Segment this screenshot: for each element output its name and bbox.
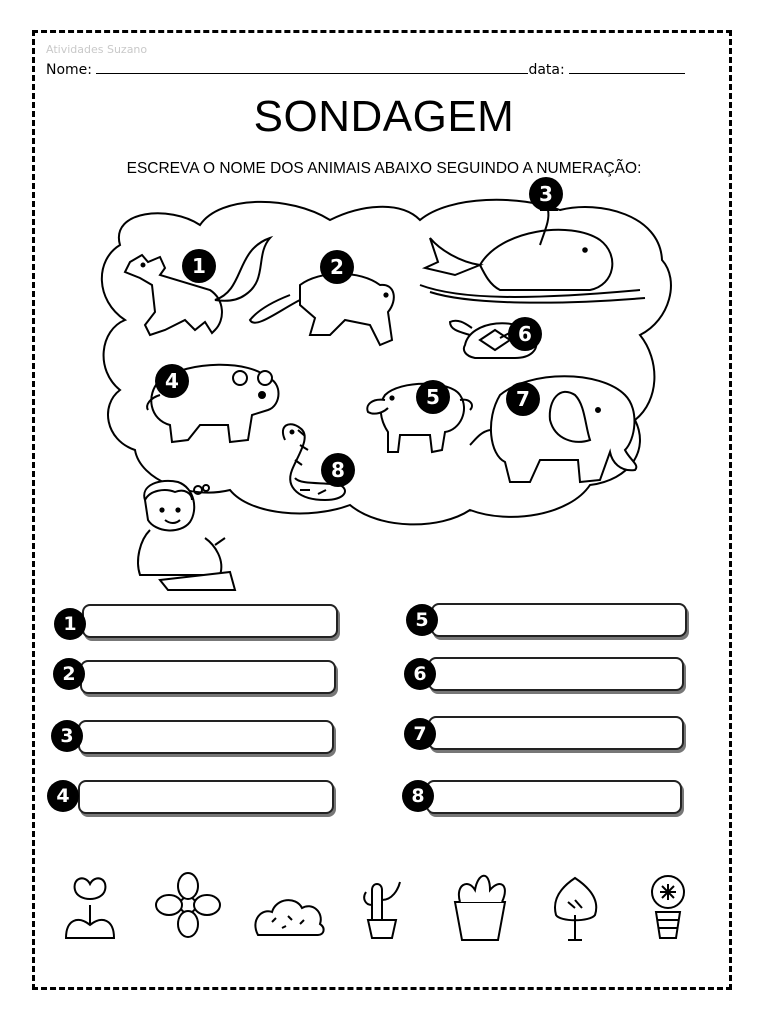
elephant-icon — [470, 376, 636, 482]
instruction-text: ESCREVA O NOME DOS ANIMAIS ABAIXO SEGUINDO A NUMERAÇÃO: — [126, 160, 642, 177]
answer-number: 8 — [402, 780, 434, 812]
plants-decoration-row — [0, 860, 768, 950]
animal-number-badge: 4 — [155, 364, 189, 398]
answer-number: 5 — [406, 604, 438, 636]
answer-number: 7 — [404, 718, 436, 750]
answer-field-7[interactable] — [428, 716, 684, 750]
answer-field-3[interactable] — [78, 720, 334, 754]
bush-icon — [255, 900, 323, 935]
animal-number-badge: 2 — [320, 250, 354, 284]
animal-number-badge: 3 — [529, 177, 563, 211]
flower-icon — [156, 873, 220, 937]
panther-icon — [250, 274, 394, 345]
tulip-icon — [66, 878, 114, 938]
watermark: Atividades Suzano — [46, 43, 148, 56]
animal-number-badge: 6 — [508, 317, 542, 351]
name-label: Nome: — [46, 62, 93, 78]
answer-field-2[interactable] — [80, 660, 336, 694]
animal-number-badge: 1 — [182, 249, 216, 283]
answer-field-6[interactable] — [428, 657, 684, 691]
tree-icon — [555, 878, 596, 940]
whale-icon — [420, 210, 645, 303]
animal-number-badge: 8 — [321, 453, 355, 487]
potted-plant-icon — [455, 876, 505, 940]
answer-field-8[interactable] — [426, 780, 682, 814]
answer-field-4[interactable] — [78, 780, 334, 814]
answer-number: 3 — [51, 720, 83, 752]
animal-number-badge: 5 — [416, 380, 450, 414]
animal-number-badge: 7 — [506, 382, 540, 416]
page-title: SONDAGEM — [253, 92, 515, 141]
answer-number: 4 — [47, 780, 79, 812]
answer-number: 2 — [53, 658, 85, 690]
boy-writing-icon — [138, 481, 235, 590]
answer-field-1[interactable] — [82, 604, 338, 638]
round-cactus-icon — [652, 876, 684, 938]
answer-field-5[interactable] — [431, 603, 687, 637]
cactus-icon — [364, 882, 400, 938]
date-label: data: — [528, 62, 565, 78]
answer-number: 6 — [404, 658, 436, 690]
answer-number: 1 — [54, 608, 86, 640]
